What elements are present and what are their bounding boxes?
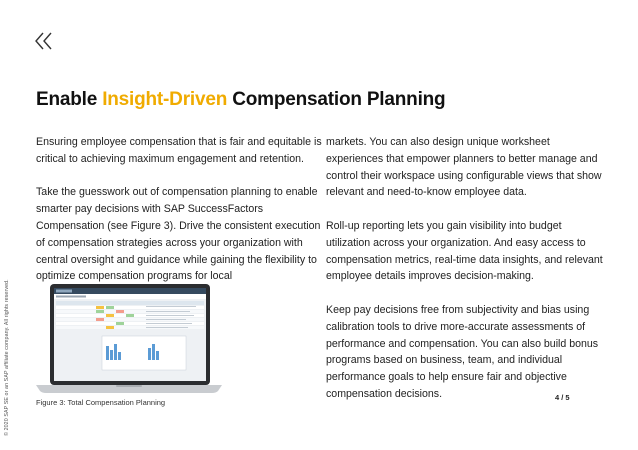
left-paragraph-2: Take the guesswork out of compensation planning to enable smarter pay decisions with SAP SuccessFactors Compensation (see Figure 3). Drive the consistent execution of compensation strategies across your organization with central oversight and guidance while gaining the flexibility to optimize compensation programs for local: [36, 186, 321, 283]
right-paragraph-1: markets. You can also design unique worksheet experiences that empower planners to better manage and control their workspace using configurable views that show relevant and need-to-know employee data.: [326, 136, 602, 199]
title-highlight: Insight-Driven: [102, 89, 228, 110]
right-column: [326, 134, 608, 420]
title-suffix: Compensation Planning: [227, 89, 446, 110]
figure-caption: Figure 3: Total Compensation Planning: [36, 398, 166, 407]
left-paragraph-1: Ensuring employee compensation that is fair and equitable is critical to achieving maximum engagement and retention.: [36, 136, 322, 165]
page-title: [36, 89, 445, 111]
page-number: 4 / 5: [555, 393, 570, 402]
laptop-screenshot-image: [36, 284, 222, 394]
right-paragraph-3: Keep pay decisions free from subjectivity and bias using calibration tools to drive more-accurate assessments of performance and compensation. You can also build bonus programs based on business, team, and individual performance goals to help ensure fair and objective compensation decisions.: [326, 303, 599, 400]
copyright-note: © 2020 SAP SE or an SAP affiliate company. All rights reserved.: [4, 279, 10, 436]
title-prefix: Enable: [36, 89, 103, 110]
double-chevron-left-icon[interactable]: [33, 30, 55, 52]
left-column: [36, 134, 322, 302]
right-paragraph-2: Roll-up reporting lets you gain visibility into budget utilization across your organization. And easy access to compensation metrics, real-time data insights, and relevant employee details improves decision-making.: [326, 219, 603, 283]
